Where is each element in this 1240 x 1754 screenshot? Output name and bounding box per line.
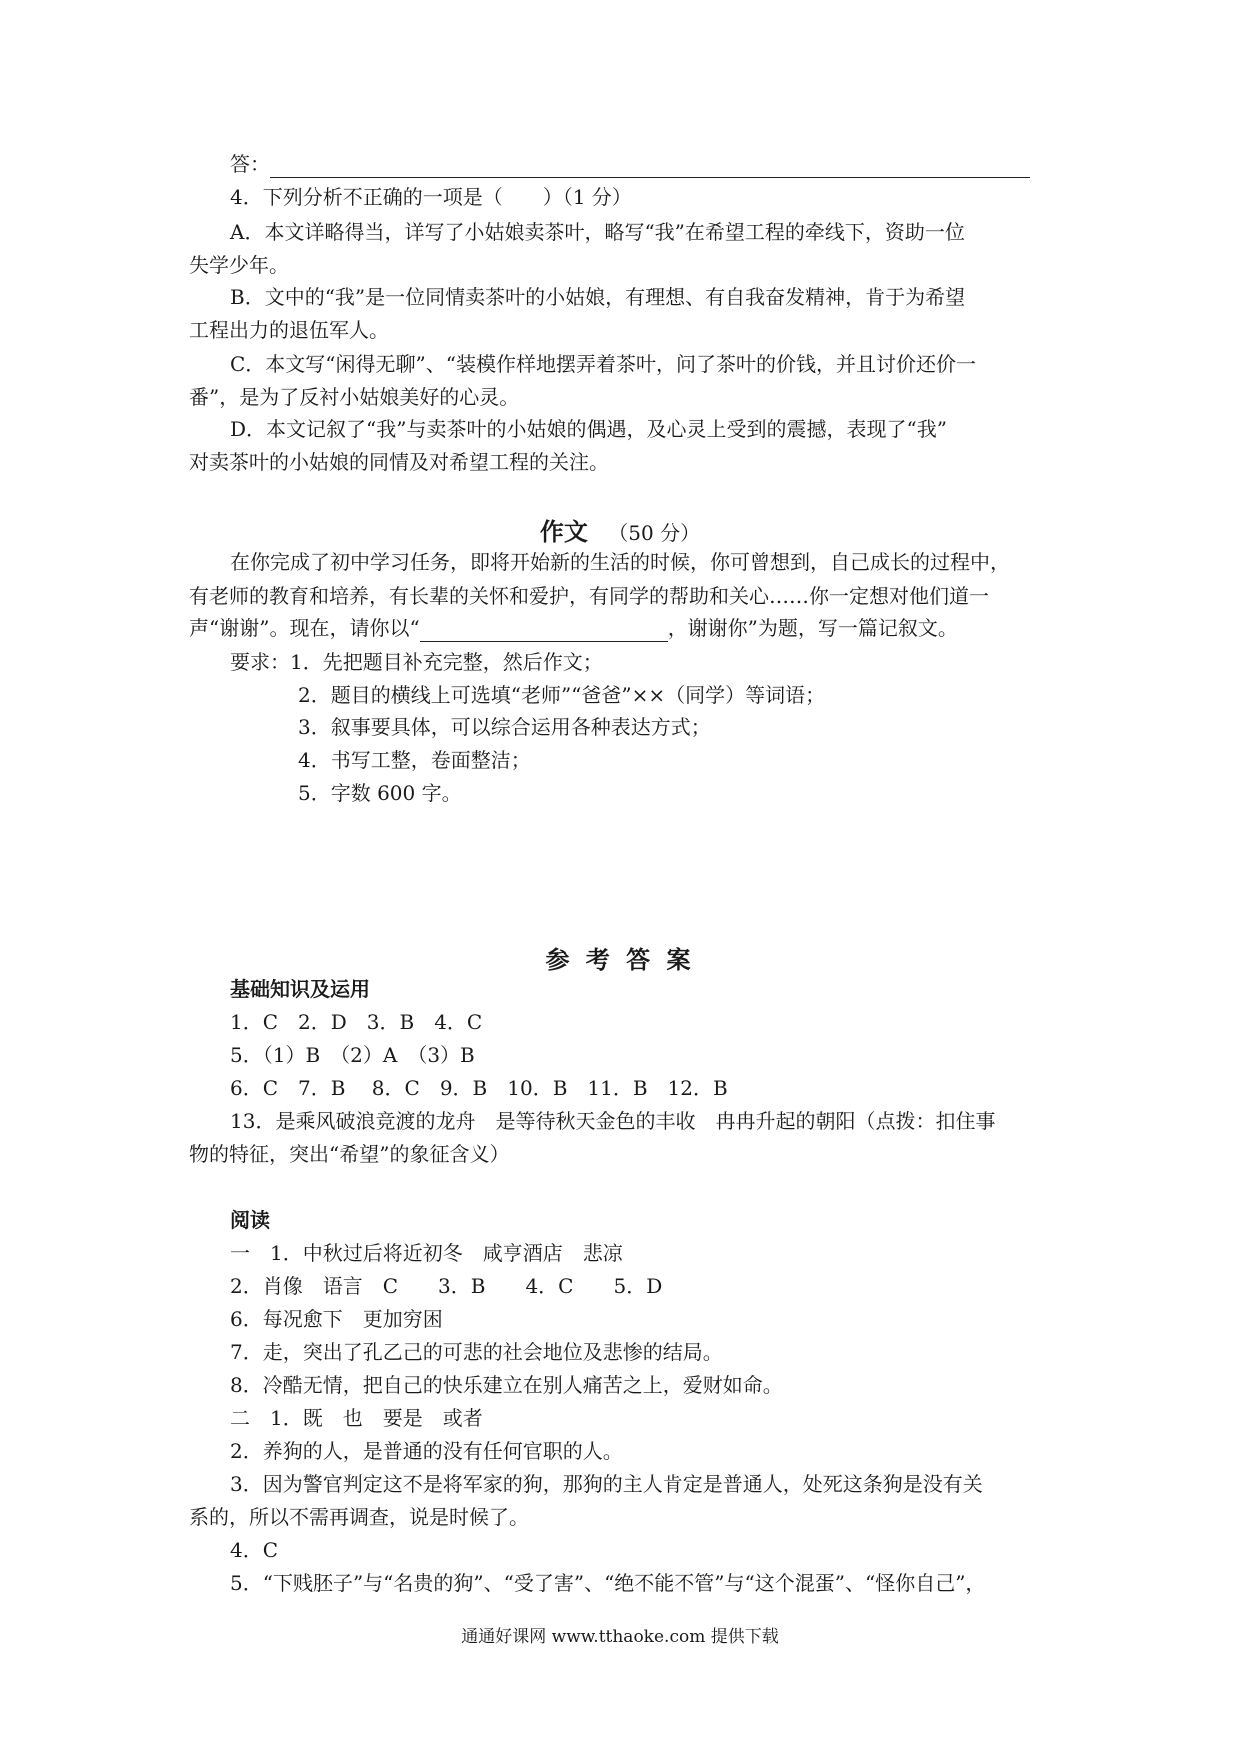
answer-line: 2．肖像 语言 C 3．B 4．C 5．D bbox=[230, 1274, 663, 1298]
answer-line: 2．养狗的人，是普通的没有任何官职的人。 bbox=[230, 1439, 623, 1463]
essay-para-line3 bbox=[189, 614, 958, 642]
essay-score: （50 分） bbox=[608, 521, 701, 545]
essay-para-line2: 有老师的教育和培养，有长辈的关怀和爱护，有同学的帮助和关心……你一定想对他们道一 bbox=[189, 584, 989, 608]
essay-para-line3-after: ，谢谢你”为题，写一篇记叙文。 bbox=[667, 616, 958, 640]
option-c-line1: C．本文写“闲得无聊”、“装模作样地摆弄着茶叶，问了茶叶的价钱，并且讨价还价一 bbox=[230, 352, 976, 376]
requirement-2: 2．题目的横线上可选填“老师”“爸爸”××（同学）等词语； bbox=[298, 683, 826, 707]
option-b-line2: 工程出力的退伍军人。 bbox=[189, 318, 389, 342]
requirement-5: 5．字数 600 字。 bbox=[298, 781, 462, 805]
section-reading-title: 阅读 bbox=[230, 1208, 270, 1232]
answer-q3-line1: 3．因为警官判定这不是将军家的狗，那狗的主人肯定是普通人，处死这条狗是没有关 bbox=[230, 1472, 983, 1496]
answer-q3-line2: 系的，所以不需再调查，说是时候了。 bbox=[189, 1505, 529, 1529]
answer-q13-line1: 13．是乘风破浪竞渡的龙舟 是等待秋天金色的丰收 冉冉升起的朝阳（点拨：扣住事 bbox=[230, 1109, 996, 1133]
answer-line: 5．（1）B （2）A （3）B bbox=[230, 1043, 475, 1067]
answer-q13-line2: 物的特征，突出“希望”的象征含义） bbox=[189, 1142, 510, 1166]
option-a-line2: 失学少年。 bbox=[189, 253, 289, 277]
requirement-4: 4．书写工整，卷面整洁； bbox=[298, 748, 531, 772]
answer-line: 6．每况愈下 更加穷困 bbox=[230, 1307, 443, 1331]
option-d-line2: 对卖茶叶的小姑娘的同情及对希望工程的关注。 bbox=[189, 450, 609, 474]
option-b-line1: B．文中的“我”是一位同情卖茶叶的小姑娘，有理想、有自我奋发精神，肯于为希望 bbox=[230, 285, 966, 309]
section-basic-title: 基础知识及运用 bbox=[230, 977, 370, 1001]
answer-line: 8．冷酷无情，把自己的快乐建立在别人痛苦之上，爱财如命。 bbox=[230, 1373, 783, 1397]
answer-line: 二 1．既 也 要是 或者 bbox=[230, 1406, 483, 1430]
answer-line: 一 1．中秋过后将近初冬 咸亨酒店 悲凉 bbox=[230, 1241, 623, 1265]
option-c-line2: 番”，是为了反衬小姑娘美好的心灵。 bbox=[189, 385, 520, 409]
answer-q5: 5．“下贱胚子”与“名贵的狗”、“受了害”、“绝不能不管”与“这个混蛋”、“怪你自己”， bbox=[230, 1571, 986, 1595]
answer-line: 1．C 2．D 3．B 4．C bbox=[230, 1010, 483, 1034]
essay-para-line3-before: 声“谢谢”。现在，请你以“ bbox=[189, 616, 420, 640]
page-footer: 通通好课网 www.tthaoke.com 提供下载 bbox=[461, 1627, 779, 1647]
answer-line: 6．C 7．B 8．C 9．B 10．B 11．B 12．B bbox=[230, 1076, 728, 1100]
essay-heading bbox=[0, 512, 1240, 547]
option-a-line1: A．本文详略得当，详写了小姑娘卖茶叶，略写“我”在希望工程的牵线下，资助一位 bbox=[230, 220, 965, 244]
requirement-3: 3．叙事要具体，可以综合运用各种表达方式； bbox=[298, 715, 711, 739]
answer-q4: 4．C bbox=[230, 1538, 279, 1562]
answers-title: 参 考 答 案 bbox=[545, 945, 695, 974]
essay-title: 作文 bbox=[539, 517, 588, 546]
answer-line bbox=[230, 150, 1030, 178]
answer-line: 7．走，突出了孔乙己的可悲的社会地位及悲惨的结局。 bbox=[230, 1340, 723, 1364]
answer-label: 答： bbox=[230, 152, 270, 176]
question-4-stem: 4．下列分析不正确的一项是（ ）（1 分） bbox=[230, 185, 632, 209]
option-d-line1: D．本文记叙了“我”与卖茶叶的小姑娘的偶遇，及心灵上受到的震撼，表现了“我” bbox=[230, 417, 947, 441]
requirements-label: 要求： bbox=[230, 650, 290, 674]
requirement-text: 1．先把题目补充完整，然后作文； bbox=[290, 650, 603, 674]
essay-title-blank bbox=[420, 619, 668, 642]
answer-blank bbox=[270, 155, 1030, 178]
requirement-1 bbox=[230, 648, 603, 676]
essay-para-line1: 在你完成了初中学习任务，即将开始新的生活的时候，你可曾想到，自己成长的过程中， bbox=[230, 550, 1010, 574]
